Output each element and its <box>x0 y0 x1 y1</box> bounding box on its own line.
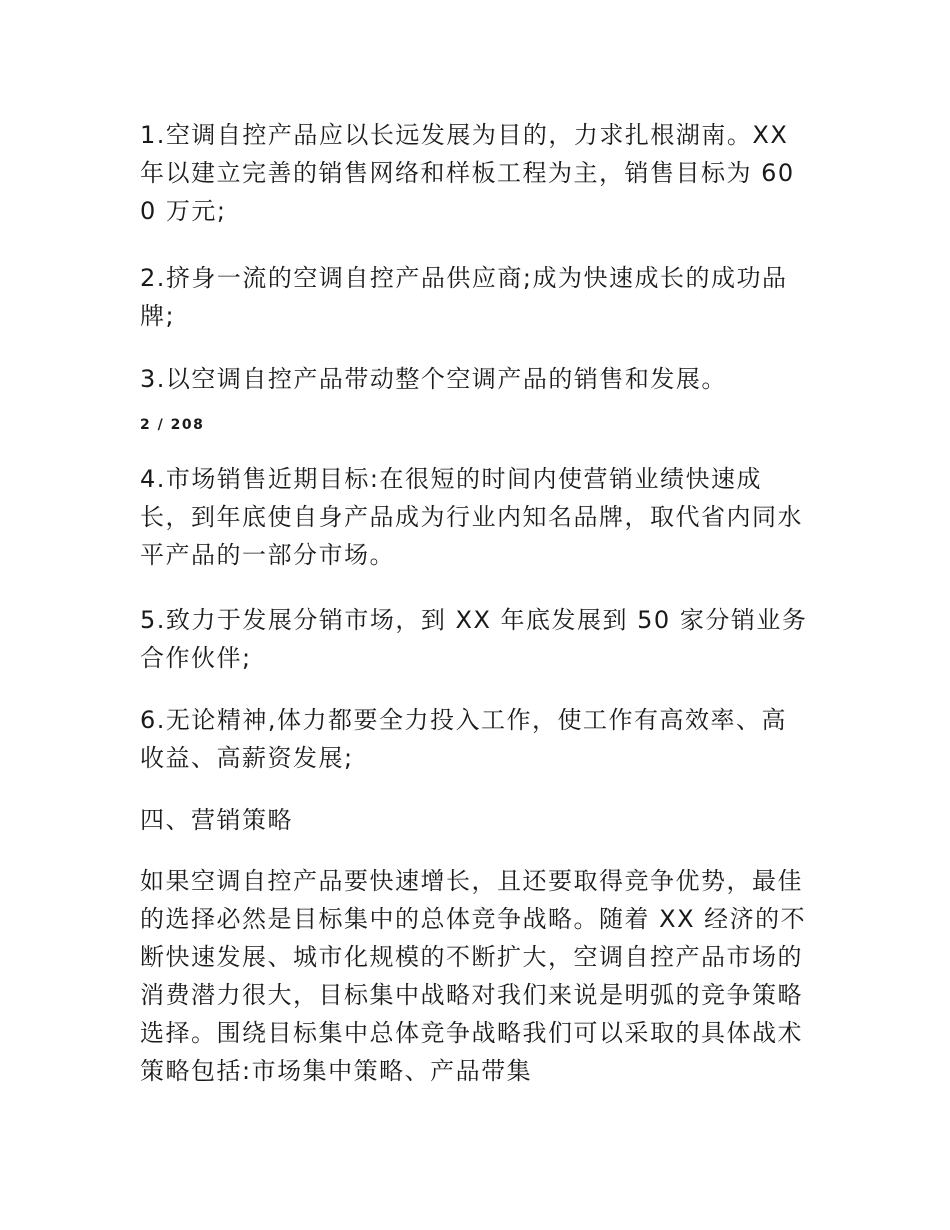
goal-paragraph-1: 1.空调自控产品应以长远发展为目的，力求扎根湖南。XX 年以建立完善的销售网络和样板工程为主，销售目标为 600 万元; <box>140 121 798 225</box>
goal-paragraph-5: 5.致力于发展分销市场，到 XX 年底发展到 50 家分销业务合作伙伴; <box>140 606 808 672</box>
goal-paragraph-6: 6.无论精神,体力都要全力投入工作，使工作有高效率、高收益、高薪资发展; <box>140 706 788 772</box>
page-number: 2 / 208 <box>140 417 205 433</box>
goal-paragraph-3: 3.以空调自控产品带动整个空调产品的销售和发展。 <box>140 365 727 393</box>
goal-paragraph-2: 2.挤身一流的空调自控产品供应商;成为快速成长的成功品牌; <box>140 264 788 330</box>
goal-paragraph-4: 4.市场销售近期目标:在很短的时间内使营销业绩快速成长，到年底使自身产品成为行业内知名品牌，取代省内同水平产品的一部分市场。 <box>140 465 803 569</box>
strategy-paragraph: 如果空调自控产品要快速增长，且还要取得竞争优势，最佳的选择必然是目标集中的总体竞争战略。随着 XX 经济的不断快速发展、城市化规模的不断扩大，空调自控产品市场的消费潜力很大，目标集中战略对我们来说是明弧的竞争策略选择。围绕目标集中总体竞争战略我们可以采取的具体战术策略包括:市场集中策略、产品带集 <box>140 867 807 1085</box>
section-heading: 四、营销策略 <box>140 806 293 834</box>
